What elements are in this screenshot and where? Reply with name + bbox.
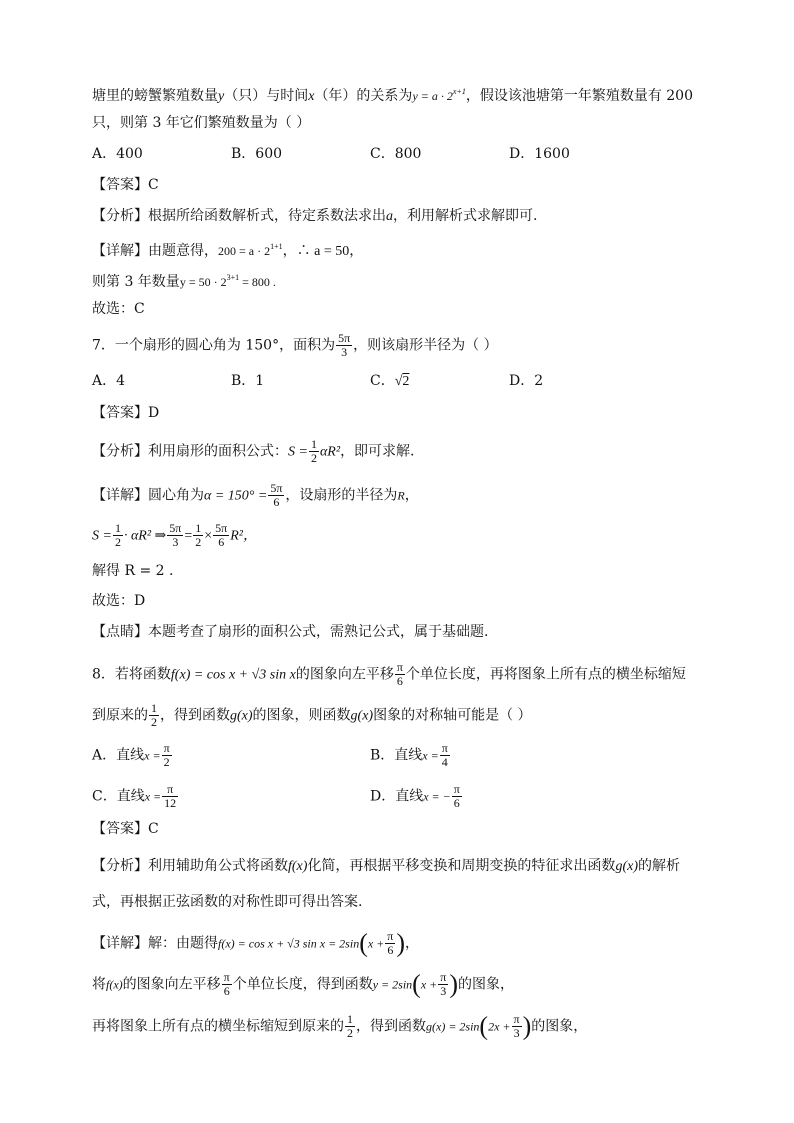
equation: x + [420, 977, 438, 992]
q8-option-d [370, 783, 463, 810]
denominator: 6 [273, 495, 280, 509]
detail-text: 个单位长度，得到函数 [232, 976, 373, 993]
detail-text: 再将图象上所有点的横坐标缩短到原来的 [92, 1018, 344, 1035]
numerator: 1 [151, 701, 157, 715]
detail-text: ，设扇形的半径为 [285, 487, 398, 504]
equation: S = [288, 444, 308, 460]
denominator: 3 [440, 984, 447, 998]
fraction [193, 522, 203, 549]
denominator: 6 [218, 535, 225, 549]
q7-answer [92, 403, 159, 423]
q8-detail-line1: 【详解】解：由题得f(x) = cos x + √3 sin x = 2sin(x + $\frac{\pi}{6}$ )， [92, 928, 420, 958]
q6-option-d: D．1600 [509, 146, 570, 162]
denominator: 6 [453, 796, 460, 810]
denominator: 3 [513, 1026, 520, 1040]
q8-text: ，得到函数 [160, 707, 230, 724]
fraction [395, 661, 405, 688]
answer-tag: 【答案】 [92, 821, 148, 837]
fraction [452, 783, 462, 810]
analysis-text: ，即可求解. [340, 443, 415, 460]
q7-text: ，则该扇形半径为（ ） [353, 337, 498, 354]
equation: 2x + [488, 1019, 511, 1034]
numerator: 1 [347, 1012, 353, 1026]
option-label: C． [370, 373, 395, 389]
answer-value: D [148, 405, 160, 421]
comment-tag: 【点睛】 [92, 624, 148, 640]
q8-detail-line2: 将f(x)的图象向左平移 $\frac{\pi}{6}$ 个单位长度，得到函数y = 2sin(x + $\frac{\pi}{3}$ )的图象， [92, 969, 514, 999]
numerator: π [513, 1012, 520, 1026]
fraction [268, 482, 284, 509]
q7-detail [92, 482, 419, 509]
equation: x = [422, 748, 439, 763]
q7-stem [92, 332, 498, 359]
denominator: 6 [396, 674, 403, 688]
denominator: 4 [441, 755, 448, 769]
q8-option-b [370, 742, 451, 769]
numerator: 5π [169, 521, 182, 535]
comment-text: 本题考查了扇形的面积公式，需熟记公式，属于基础题. [148, 624, 489, 640]
q6-formula-exp: x+1 [452, 87, 466, 96]
denominator: 6 [223, 984, 230, 998]
equation: αR² [319, 444, 341, 460]
numerator: π [453, 782, 460, 796]
denominator: 6 [387, 943, 394, 957]
q8-text: 8．若将函数 [92, 666, 171, 683]
detail-tag: 【详解】 [92, 487, 148, 504]
analysis-text: 利用扇形的面积公式： [148, 443, 288, 460]
q7-option-b: B．1 [231, 373, 265, 389]
q6-var-y: y [218, 89, 225, 104]
detail-text: 解：由题得 [148, 935, 218, 952]
equation: y = 2sin [372, 977, 413, 992]
option-label: B．直线 [370, 747, 423, 764]
analysis-text: 根据所给函数解析式，待定系数法求出 [148, 208, 386, 224]
q8-function: f(x) [288, 859, 308, 874]
analysis-text: ，利用解析式求解即可. [393, 208, 538, 224]
denominator: 2 [347, 1026, 353, 1040]
equation: · αR² ⇒ [123, 528, 167, 544]
equation: g(x) = 2sin [426, 1019, 480, 1034]
option-label: C．直线 [92, 788, 145, 805]
q7-analysis [92, 438, 415, 465]
answer-value: C [148, 177, 159, 193]
numerator: 1 [310, 437, 317, 451]
q8-answer [92, 819, 159, 839]
equation: S = [92, 528, 112, 544]
fraction [167, 522, 183, 549]
q6-formula: y = a · 2 [412, 89, 453, 103]
numerator: 1 [114, 521, 121, 535]
detail-text: ，∴ a = 50， [282, 244, 364, 259]
fraction [512, 1013, 522, 1040]
fraction [438, 971, 448, 998]
q8-detail-line3: 再将图象上所有点的横坐标缩短到原来的 $\frac{1}{2}$ ，得到函数g(x) = 2sin(2x + $\frac{\pi}{3}$ )的图象， [92, 1011, 588, 1041]
q6-detail-2 [92, 268, 276, 292]
numerator: π [396, 660, 403, 674]
equation: x = [144, 748, 161, 763]
fraction [345, 1013, 355, 1040]
denominator: 3 [172, 535, 179, 549]
equation: R²， [230, 528, 257, 544]
answer-tag: 【答案】 [92, 405, 148, 421]
fraction [162, 783, 178, 810]
detail-text: 则第 3 年数量 [92, 274, 180, 290]
var-r: R [397, 488, 405, 503]
denominator: 12 [164, 796, 177, 810]
analysis-tag: 【分析】 [92, 858, 148, 874]
q8-stem-line1 [92, 661, 686, 688]
denominator: 2 [310, 451, 317, 465]
numerator: π [441, 741, 448, 755]
q8-stem-line2 [92, 702, 532, 729]
q6-option-b: B．600 [231, 146, 283, 162]
fraction [222, 971, 232, 998]
q8-function: f(x) = cos x + √3 sin x [170, 667, 296, 683]
q6-text: ，假设该池塘第一年繁殖数量有 200 [465, 88, 693, 104]
q8-function: g(x) [350, 708, 374, 724]
q6-choose: 故选：C [92, 301, 145, 317]
q7-detail-eq [92, 522, 257, 549]
detail-text: 由题意得， [148, 243, 218, 259]
fraction [149, 702, 159, 729]
q7-comment [92, 622, 488, 642]
detail-equation: y = 50 · 2 [179, 275, 227, 289]
detail-exp: 3+1 [226, 273, 240, 282]
q8-function: f(x) [106, 977, 123, 992]
equation: × [204, 528, 213, 544]
numerator: π [162, 783, 178, 797]
q7-option-c: C．√2 [370, 373, 410, 389]
fraction [440, 742, 450, 769]
equation: α = 150° = [204, 488, 268, 504]
q8-analysis-line1 [92, 856, 680, 877]
q8-text: 图象的对称轴可能是（ ） [373, 707, 532, 724]
q6-detail [92, 237, 363, 262]
q6-text: （只）与时间 [224, 88, 309, 104]
sqrt-value: 2 [402, 374, 410, 389]
equation: x + [367, 936, 385, 951]
q8-option-c [92, 783, 179, 810]
analysis-tag: 【分析】 [92, 443, 148, 460]
detail-text: ，得到函数 [356, 1018, 426, 1035]
q6-analysis [92, 206, 537, 227]
q7-choose: 故选：D [92, 593, 146, 609]
numerator: π [387, 929, 394, 943]
numerator: 5π [270, 481, 283, 495]
detail-tag: 【详解】 [92, 935, 148, 952]
fraction [309, 438, 319, 465]
analysis-tag: 【分析】 [92, 208, 148, 224]
numerator: 5π [338, 331, 351, 345]
numerator: 5π [215, 521, 228, 535]
fraction [385, 930, 395, 957]
denominator: 3 [341, 345, 348, 359]
detail-equation: = 800 . [239, 275, 276, 289]
analysis-text: 利用辅助角公式将函数 [148, 858, 288, 874]
numerator: π [440, 970, 447, 984]
detail-text: 的图象向左平移 [122, 976, 221, 993]
detail-text: 圆心角为 [148, 487, 204, 504]
var-a: a [386, 209, 393, 224]
detail-equation: 200 = a · 2 [218, 244, 271, 258]
detail-text: 将 [92, 976, 106, 993]
denominator: 2 [151, 715, 157, 729]
detail-text: 的图象， [531, 1018, 588, 1035]
analysis-text: 的解析 [637, 858, 680, 874]
numerator: π [163, 741, 170, 755]
q8-text: 的图象向左平移 [295, 666, 394, 683]
detail-tag: 【详解】 [92, 243, 148, 259]
equation: = [184, 528, 193, 544]
detail-text: 的图象， [458, 976, 514, 993]
q6-text: 塘里的螃蟹繁殖数量 [92, 88, 218, 104]
q8-option-a [92, 742, 173, 769]
fraction [113, 522, 123, 549]
q8-text: 的图象，则函数 [252, 707, 351, 724]
q7-option-a: A．4 [92, 373, 126, 389]
answer-tag: 【答案】 [92, 177, 148, 193]
equation: x = [144, 789, 162, 804]
q6-stem-line2: 只，则第 3 年它们繁殖数量为（ ） [92, 115, 311, 131]
q8-analysis-line2: 式，再根据正弦函数的对称性即可得出答案. [92, 894, 363, 910]
q7-text: 7．一个扇形的圆心角为 150°，面积为 [92, 337, 336, 354]
q8-function: g(x) [230, 708, 253, 724]
answer-value: C [148, 821, 159, 837]
q7-solve: 解得 R = 2 . [92, 563, 174, 579]
q7-option-d: D．2 [509, 373, 544, 389]
option-label: D．直线 [370, 788, 424, 805]
detail-text: ， [404, 487, 419, 504]
denominator: 2 [114, 535, 121, 549]
fraction [162, 742, 172, 769]
equation: f(x) = cos x + √3 sin x = 2sin [218, 936, 360, 951]
q6-answer [92, 175, 159, 195]
detail-exp: 1+1 [270, 242, 283, 251]
q6-option-a: A．400 [92, 146, 143, 162]
fraction [213, 522, 229, 549]
option-label: A．直线 [92, 747, 145, 764]
equation: x = − [423, 789, 451, 804]
fraction [336, 332, 352, 359]
q6-stem-line1 [92, 82, 693, 107]
q6-option-c: C．800 [370, 146, 422, 162]
q8-text: 个单位长度，再将图象上所有点的横坐标缩短 [405, 666, 686, 683]
denominator: 2 [195, 535, 202, 549]
detail-text: ， [405, 935, 420, 952]
analysis-text: 化简，再根据平移变换和周期变换的特征求出函数 [307, 858, 616, 874]
denominator: 2 [163, 755, 170, 769]
numerator: 1 [195, 521, 202, 535]
numerator: π [223, 970, 230, 984]
q6-var-x: x [308, 89, 315, 104]
q6-text: （年）的关系为 [314, 88, 413, 104]
q8-function: g(x) [615, 859, 638, 874]
q8-text: 到原来的 [92, 707, 148, 724]
